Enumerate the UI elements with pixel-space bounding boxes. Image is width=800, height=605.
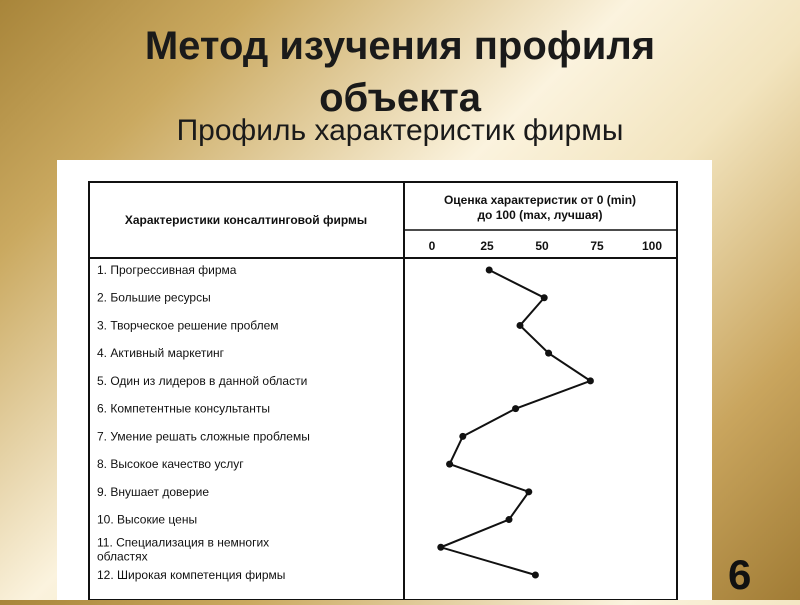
profile-point [541, 294, 548, 301]
category-label: 2. Большие ресурсы [97, 290, 211, 305]
category-label: 9. Внушает доверие [97, 484, 210, 499]
chart-panel [57, 160, 712, 600]
profile-point [512, 405, 519, 412]
profile-point [437, 544, 444, 551]
x-tick-label: 25 [480, 239, 494, 253]
category-label: 12. Широкая компетенция фирмы [97, 568, 286, 582]
profile-point [459, 433, 466, 440]
x-tick-label: 100 [641, 239, 663, 253]
right-header-line-2: до 100 (max, лучшая) [477, 208, 603, 222]
x-tick-label: 0 [428, 239, 436, 253]
category-label: 5. Один из лидеров в данной области [97, 373, 308, 388]
profile-point [486, 267, 493, 274]
slide-number: 6 [728, 551, 752, 598]
right-header-line-1: Оценка характеристик от 0 (min) [443, 193, 637, 207]
title-line-2: объекта [319, 76, 481, 120]
profile-point [506, 516, 513, 523]
profile-point [532, 572, 539, 579]
category-label: 6. Компетентные консультанты [97, 401, 270, 416]
profile-chart [57, 160, 712, 600]
profile-point [525, 488, 532, 495]
title-line-1: Метод изучения профиля [144, 24, 656, 68]
category-label: 4. Активный маркетинг [97, 346, 225, 361]
profile-point [517, 322, 524, 329]
profile-point [545, 350, 552, 357]
category-label: 11. Специализация в немногих областях [97, 535, 270, 564]
category-label: 8. Высокое качество услуг [97, 457, 244, 472]
x-tick-label: 50 [535, 239, 549, 253]
profile-line [441, 270, 591, 575]
slide-title [0, 20, 800, 124]
left-column-header: Характеристики консалтинговой фирмы [124, 213, 368, 227]
slide-subtitle: Профиль характеристик фирмы [176, 114, 624, 147]
category-label: 10. Высокие цены [97, 512, 198, 527]
profile-point [587, 377, 594, 384]
profile-point [446, 461, 453, 468]
category-label: 7. Умение решать сложные проблемы [97, 429, 310, 444]
category-label: 1. Прогрессивная фирма [97, 263, 237, 277]
category-label: 3. Творческое решение проблем [97, 318, 279, 333]
x-tick-label: 75 [590, 239, 604, 253]
